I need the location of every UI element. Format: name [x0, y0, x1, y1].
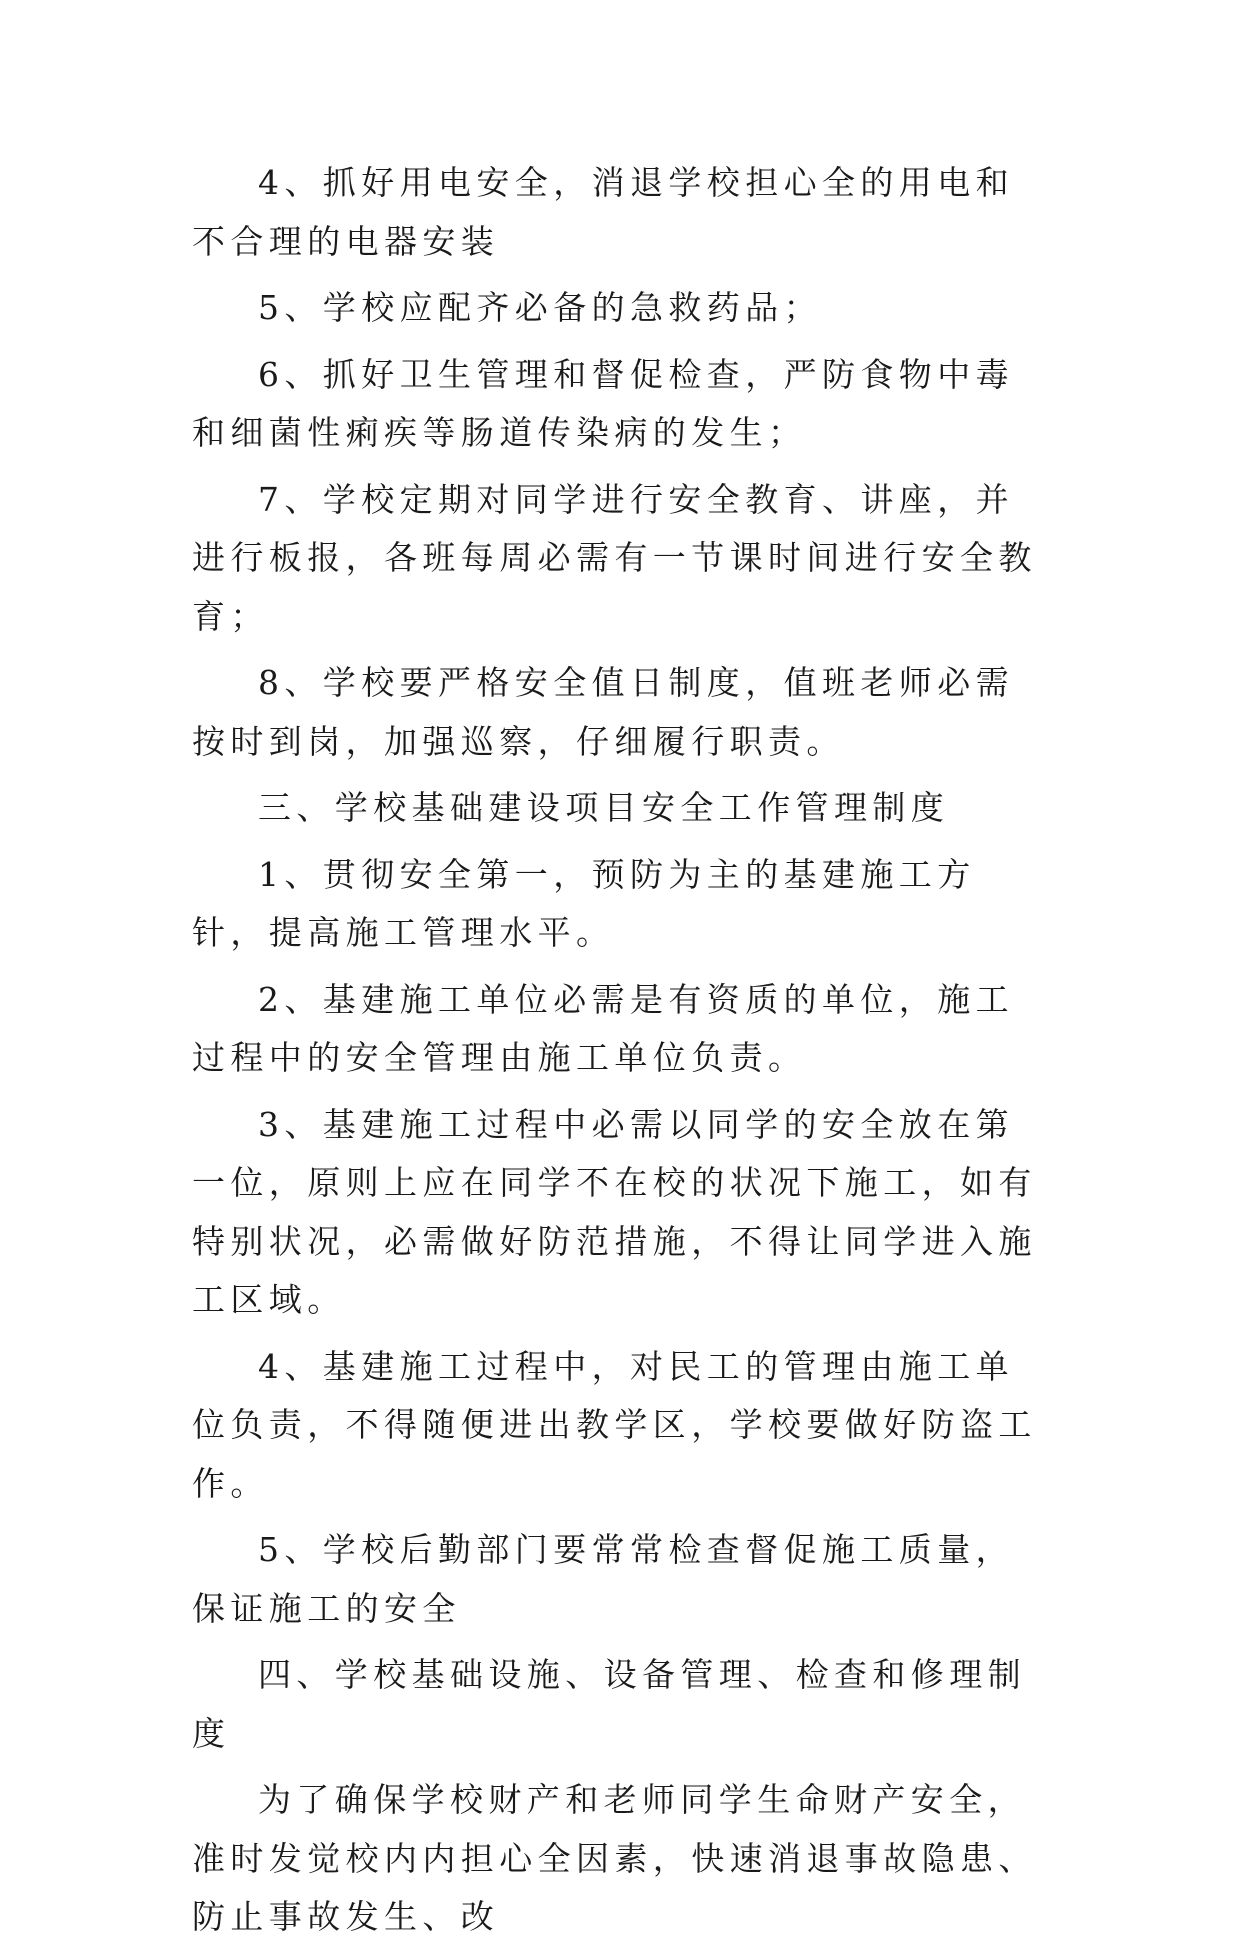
- paragraph-item-7-safety-education: 7、学校定期对同学进行安全教育、讲座，并进行板报，各班每周必需有一节课时间进行安全教育；: [192, 479, 1037, 636]
- paragraph-construction-3: 3、基建施工过程中必需以同学的安全放在第一位，原则上应在同学不在校的状况下施工，如有特别状况，必需做好防范措施，不得让同学进入施工区域。: [192, 1104, 1037, 1319]
- paragraph-item-5-first-aid: 5、学校应配齐必备的急救药品；: [258, 288, 822, 327]
- document-body: [192, 154, 1052, 1955]
- paragraph-construction-5: 5、学校后勤部门要常常检查督促施工质量，保证施工的安全: [192, 1530, 1014, 1628]
- section-heading-3: 三、学校基础建设项目安全工作管理制度: [258, 788, 950, 827]
- paragraph-construction-2: 2、基建施工单位必需是有资质的单位，施工过程中的安全管理由施工单位负责。: [192, 979, 1014, 1077]
- paragraph-item-6-hygiene: 6、抓好卫生管理和督促检查，严防食物中毒和细菌性痢疾等肠道传染病的发生；: [192, 354, 1014, 452]
- paragraph-item-4-electric-safety: 4、抓好用电安全，消退学校担心全的用电和不合理的电器安装: [192, 163, 1014, 261]
- section-heading-4: 四、学校基础设施、设备管理、检查和修理制度: [192, 1655, 1026, 1753]
- paragraph-construction-4: 4、基建施工过程中，对民工的管理由施工单位负责，不得随便进出教学区，学校要做好防盗工作。: [192, 1346, 1037, 1503]
- paragraph-item-8-duty-system: 8、学校要严格安全值日制度，值班老师必需按时到岗，加强巡察，仔细履行职责。: [192, 663, 1014, 761]
- paragraph-facilities-intro: 为了确保学校财产和老师同学生命财产安全，准时发觉校内内担心全因素，快速消退事故隐患、防止事故发生、改: [192, 1780, 1037, 1936]
- paragraph-construction-1: 1、贯彻安全第一，预防为主的基建施工方针，提高施工管理水平。: [192, 854, 976, 952]
